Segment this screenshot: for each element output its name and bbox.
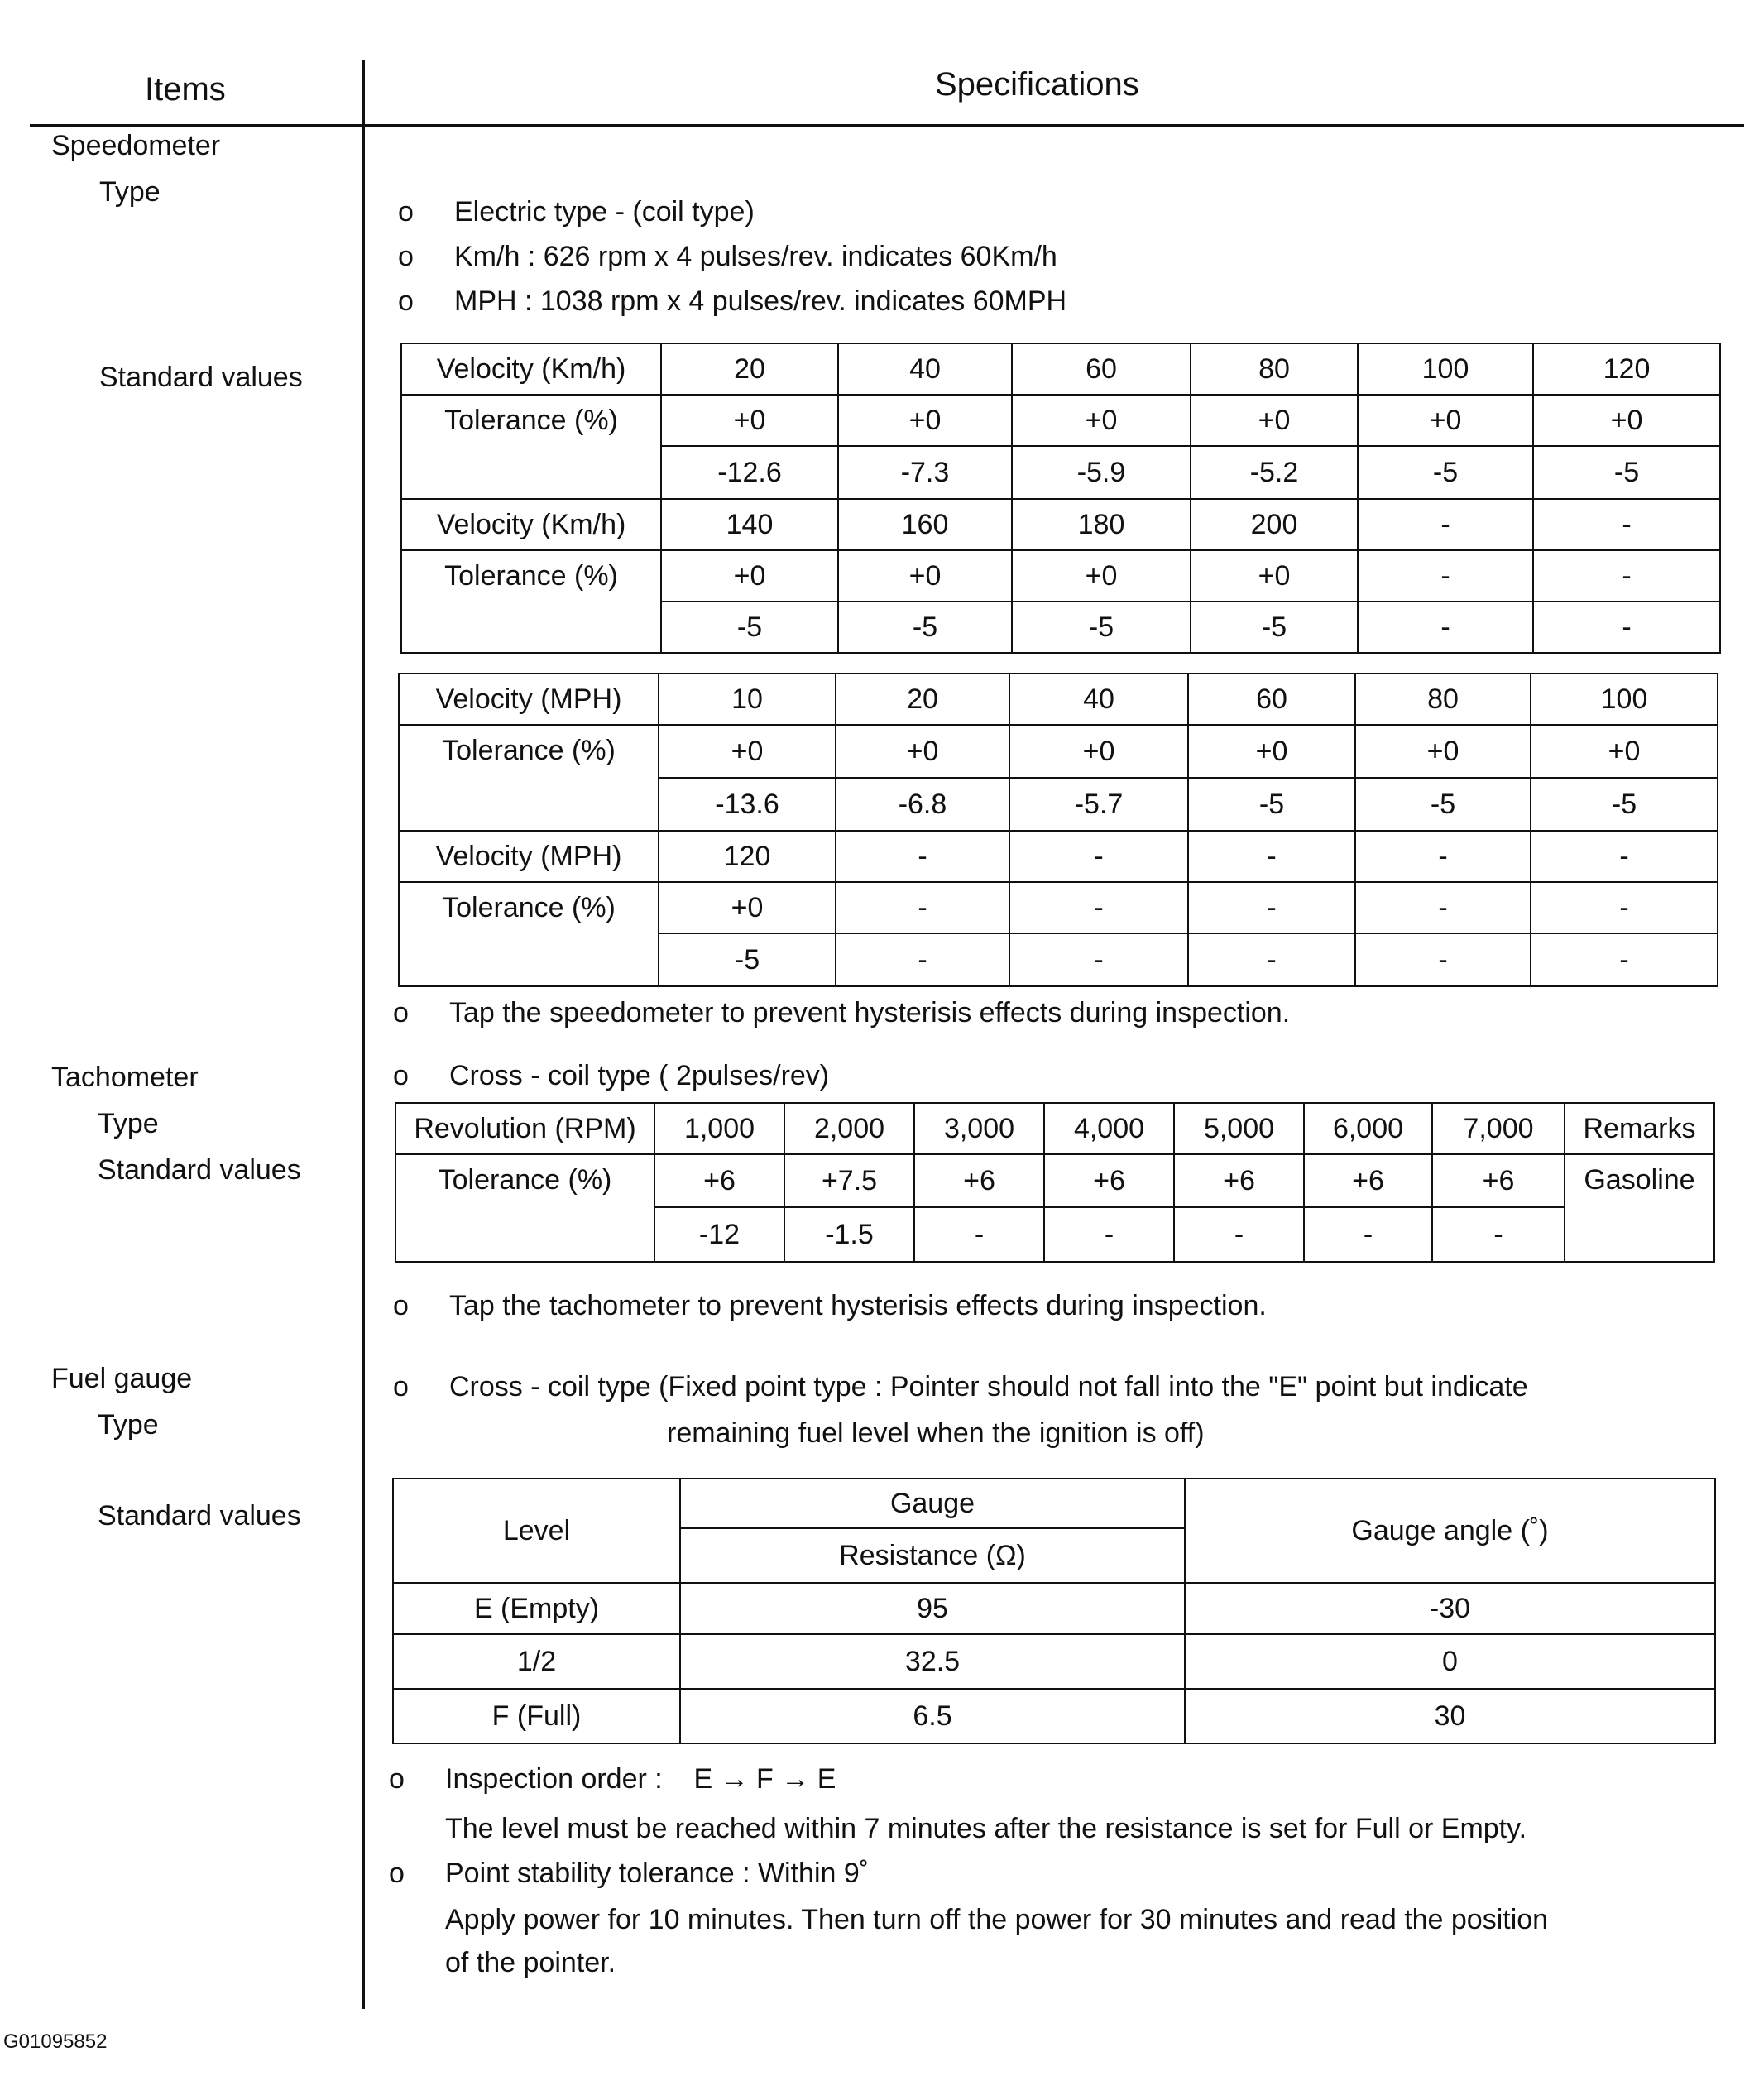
cell: 2,000 (784, 1103, 914, 1154)
cell: 5,000 (1174, 1103, 1304, 1154)
cell: +0 (1355, 725, 1531, 778)
cell: 7,000 (1432, 1103, 1565, 1154)
cell: +6 (1304, 1154, 1432, 1207)
cell: -5 (838, 602, 1012, 653)
table-row (393, 1479, 1715, 1528)
specifications-header: Specifications (935, 66, 1139, 103)
bullet: o (393, 997, 409, 1028)
cell: - (1304, 1207, 1432, 1262)
cell: -5.9 (1012, 446, 1191, 499)
cell: 32.5 (680, 1634, 1185, 1689)
remarks-value: Gasoline (1565, 1154, 1714, 1262)
cell: 4,000 (1044, 1103, 1174, 1154)
table-row (395, 1154, 1714, 1207)
cell: - (1531, 831, 1718, 882)
cell: +0 (1191, 395, 1358, 446)
cell: 20 (836, 674, 1009, 725)
cell: +0 (836, 725, 1009, 778)
cell: +6 (654, 1154, 784, 1207)
gauge-angle-label: Gauge angle (˚) (1185, 1479, 1715, 1583)
cell: 180 (1012, 499, 1191, 550)
speedo-mph-table (398, 673, 1718, 987)
gauge-label: Gauge (680, 1479, 1185, 1528)
cell: - (1533, 550, 1720, 602)
tacho-type-text: Cross - coil type ( 2pulses/rev) (449, 1060, 830, 1091)
cell: - (1009, 933, 1188, 986)
header-divider (30, 124, 1744, 127)
cell: - (1358, 550, 1533, 602)
cell: 30 (1185, 1689, 1715, 1743)
cell: +0 (1533, 395, 1720, 446)
velocity-label: Velocity (MPH) (399, 831, 659, 882)
speedo-type-text-1: Electric type - (coil type) (454, 196, 755, 228)
tolerance-label: Tolerance (%) (401, 550, 661, 653)
bullet: o (398, 196, 414, 228)
velocity-label: Velocity (MPH) (399, 674, 659, 725)
cell: -30 (1185, 1583, 1715, 1634)
remarks-label: Remarks (1565, 1103, 1714, 1154)
fuel-type-line-2: remaining fuel level when the ignition is off) (667, 1417, 1205, 1449)
tolerance-label: Tolerance (%) (399, 725, 659, 831)
tachometer-standard-label: Standard values (98, 1154, 301, 1186)
cell: -5 (1531, 778, 1718, 831)
cell: 100 (1358, 343, 1533, 395)
cell: 200 (1191, 499, 1358, 550)
cell: - (1531, 933, 1718, 986)
resistance-label: Resistance (Ω) (680, 1528, 1185, 1583)
cell: E (Empty) (393, 1583, 680, 1634)
cell: 6,000 (1304, 1103, 1432, 1154)
cell: F (Full) (393, 1689, 680, 1743)
speedo-type-line-3 (398, 285, 1067, 318)
bullet: o (393, 1060, 409, 1091)
cell: +6 (1174, 1154, 1304, 1207)
tachometer-type-label: Type (98, 1108, 159, 1139)
cell: -5 (659, 933, 836, 986)
cell: +0 (1012, 395, 1191, 446)
cell: -1.5 (784, 1207, 914, 1262)
cell: -5 (1358, 446, 1533, 499)
cell: 80 (1355, 674, 1531, 725)
cell: -5 (1191, 602, 1358, 653)
speedo-kmh-table (400, 343, 1721, 654)
table-row (399, 725, 1718, 778)
cell: 20 (661, 343, 838, 395)
cell: -5.2 (1191, 446, 1358, 499)
cell: - (1358, 499, 1533, 550)
tacho-type-line (393, 1059, 830, 1092)
cell: +0 (659, 725, 836, 778)
fuel-stability-text: Point stability tolerance : Within 9˚ (445, 1858, 870, 1889)
cell: - (1355, 933, 1531, 986)
cell: 120 (1533, 343, 1720, 395)
cell: -5 (1188, 778, 1355, 831)
cell: -5 (1012, 602, 1191, 653)
cell: -12.6 (661, 446, 838, 499)
column-divider (362, 60, 365, 2009)
cell: +0 (838, 395, 1012, 446)
speedo-type-text-3: MPH : 1038 rpm x 4 pulses/rev. indicates 60MPH (454, 285, 1067, 317)
cell: 40 (838, 343, 1012, 395)
cell: +6 (1432, 1154, 1565, 1207)
table-row (399, 674, 1718, 725)
tacho-note (393, 1289, 1267, 1322)
bullet: o (393, 1290, 409, 1321)
items-header: Items (145, 71, 226, 108)
cell: +6 (914, 1154, 1044, 1207)
cell: 0 (1185, 1634, 1715, 1689)
cell: -7.3 (838, 446, 1012, 499)
cell: +0 (661, 395, 838, 446)
speedo-type-line-1 (398, 195, 755, 228)
cell: - (1432, 1207, 1565, 1262)
table-row (401, 343, 1720, 395)
cell: +7.5 (784, 1154, 914, 1207)
cell: - (1174, 1207, 1304, 1262)
cell: +0 (1188, 725, 1355, 778)
level-label: Level (393, 1479, 680, 1583)
table-row (401, 499, 1720, 550)
cell: - (836, 882, 1009, 933)
velocity-label: Velocity (Km/h) (401, 343, 661, 395)
table-row (401, 395, 1720, 446)
speedo-type-line-2 (398, 240, 1057, 273)
fuel-gauge-title: Fuel gauge (51, 1363, 193, 1394)
cell: 1,000 (654, 1103, 784, 1154)
cell: - (1355, 831, 1531, 882)
tachometer-title: Tachometer (51, 1062, 199, 1093)
cell: - (1009, 882, 1188, 933)
cell: - (1531, 882, 1718, 933)
cell: -13.6 (659, 778, 836, 831)
table-row (399, 831, 1718, 882)
cell: 140 (661, 499, 838, 550)
cell: +0 (1358, 395, 1533, 446)
cell: 160 (838, 499, 1012, 550)
fuel-gauge-table (392, 1478, 1716, 1744)
cell: - (1355, 882, 1531, 933)
cell: +0 (1009, 725, 1188, 778)
cell: -5 (1533, 446, 1720, 499)
cell: +0 (1191, 550, 1358, 602)
cell: +0 (1012, 550, 1191, 602)
cell: - (1044, 1207, 1174, 1262)
cell: - (1009, 831, 1188, 882)
cell: 80 (1191, 343, 1358, 395)
cell: 1/2 (393, 1634, 680, 1689)
cell: +0 (1531, 725, 1718, 778)
cell: - (1188, 933, 1355, 986)
tolerance-label: Tolerance (%) (401, 395, 661, 499)
cell: - (1533, 499, 1720, 550)
cell: - (914, 1207, 1044, 1262)
fuel-inspection-order-text: Inspection order : E → F → E (445, 1763, 836, 1795)
fuel-type-line-1 (393, 1370, 1528, 1403)
cell: 60 (1188, 674, 1355, 725)
cell: -5 (661, 602, 838, 653)
cell: -5.7 (1009, 778, 1188, 831)
cell: 95 (680, 1583, 1185, 1634)
cell: 40 (1009, 674, 1188, 725)
speedometer-title: Speedometer (51, 130, 221, 161)
cell: 3,000 (914, 1103, 1044, 1154)
speedo-note (393, 996, 1291, 1029)
cell: -5 (1355, 778, 1531, 831)
bullet: o (398, 285, 414, 317)
cell: +0 (838, 550, 1012, 602)
bullet: o (389, 1763, 405, 1795)
table-row (393, 1634, 1715, 1689)
cell: +0 (661, 550, 838, 602)
table-row (399, 882, 1718, 933)
table-row (395, 1103, 1714, 1154)
speedometer-type-label: Type (99, 176, 161, 208)
fuel-gauge-type-label: Type (98, 1409, 159, 1441)
cell: +6 (1044, 1154, 1174, 1207)
cell: +0 (659, 882, 836, 933)
fuel-inspection-note: The level must be reached within 7 minutes after the resistance is set for Full or Empty. (445, 1813, 1527, 1844)
speedo-type-text-2: Km/h : 626 rpm x 4 pulses/rev. indicates 60Km/h (454, 241, 1057, 272)
velocity-label: Velocity (Km/h) (401, 499, 661, 550)
cell: - (836, 933, 1009, 986)
speedometer-standard-label: Standard values (99, 362, 303, 393)
fuel-inspection-order (389, 1762, 836, 1796)
cell: 60 (1012, 343, 1191, 395)
bullet: o (389, 1858, 405, 1889)
tolerance-label: Tolerance (%) (395, 1154, 654, 1262)
cell: 10 (659, 674, 836, 725)
fuel-stability-note-1: Apply power for 10 minutes. Then turn off the power for 30 minutes and read the position (445, 1904, 1549, 1935)
cell: - (1533, 602, 1720, 653)
revolution-label: Revolution (RPM) (395, 1103, 654, 1154)
table-row (393, 1583, 1715, 1634)
cell: - (836, 831, 1009, 882)
fuel-stability-note-2: of the pointer. (445, 1947, 616, 1978)
tacho-note-text: Tap the tachometer to prevent hysterisis effects during inspection. (449, 1290, 1267, 1321)
tacho-table (395, 1102, 1715, 1263)
fuel-stability (389, 1857, 870, 1890)
cell: 120 (659, 831, 836, 882)
tolerance-label: Tolerance (%) (399, 882, 659, 986)
cell: 6.5 (680, 1689, 1185, 1743)
figure-id: G01095852 (3, 2030, 108, 2053)
cell: - (1188, 882, 1355, 933)
fuel-type-text-1: Cross - coil type (Fixed point type : Pointer should not fall into the "E" point but indicate (449, 1371, 1528, 1402)
cell: 100 (1531, 674, 1718, 725)
cell: - (1358, 602, 1533, 653)
bullet: o (393, 1371, 409, 1402)
table-row (393, 1689, 1715, 1743)
table-row (401, 550, 1720, 602)
cell: -12 (654, 1207, 784, 1262)
speedo-note-text: Tap the speedometer to prevent hysterisis effects during inspection. (449, 997, 1291, 1028)
cell: - (1188, 831, 1355, 882)
bullet: o (398, 241, 414, 272)
cell: -6.8 (836, 778, 1009, 831)
fuel-gauge-standard-label: Standard values (98, 1500, 301, 1532)
